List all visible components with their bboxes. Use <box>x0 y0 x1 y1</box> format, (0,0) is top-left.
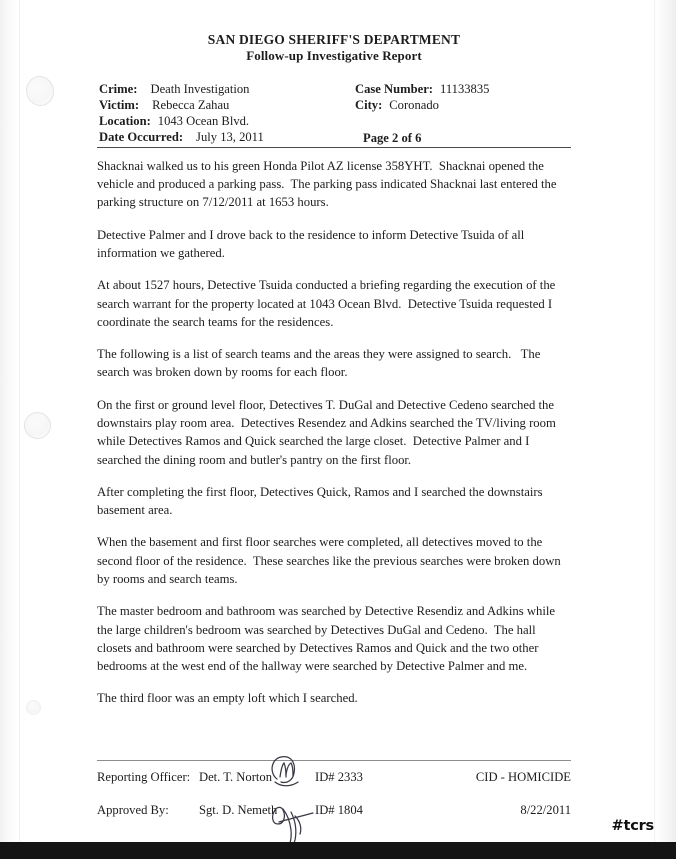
field-crime-value: Death Investigation <box>150 81 250 96</box>
approved-by-row <box>97 797 571 830</box>
scan-smudge-artifact <box>26 700 41 715</box>
report-narrative <box>97 148 571 708</box>
field-location-value: 1043 Ocean Blvd. <box>157 113 250 128</box>
case-header-fields <box>97 82 571 146</box>
watermark-label: #tcrs <box>611 818 654 834</box>
approved-by-id: ID# 1804 <box>315 803 363 817</box>
field-crime <box>99 82 249 97</box>
report-title: Follow-up Investigative Report <box>246 48 422 64</box>
field-case-number <box>355 82 489 97</box>
agency-name: SAN DIEGO SHERIFF'S DEPARTMENT <box>207 32 461 47</box>
field-location-label: Location: <box>99 113 151 128</box>
document-masthead <box>97 0 571 65</box>
reporting-officer-row <box>97 761 571 797</box>
field-date-occurred-label: Date Occurred: <box>99 129 184 144</box>
field-case-number-label: Case Number: <box>355 81 433 96</box>
narrative-paragraph: The third floor was an empty loft which I searched. <box>97 691 358 706</box>
page-left-edge-shadow <box>0 0 20 842</box>
field-city-label: City: <box>355 97 383 112</box>
reporting-officer-label: Reporting Officer: <box>97 770 191 784</box>
hole-punch-artifact <box>23 73 57 108</box>
page-indicator: Page 2 of 6 <box>363 130 422 145</box>
field-city-value: Coronado <box>389 97 439 112</box>
narrative-paragraph: Shacknai walked us to his green Honda Pilot AZ license 358YHT. Shacknai opened the vehicle and produced a parking pass. The parking pass indicated Shacknai last entered the parking structure on 7/12/2011 at 1653 hours. <box>97 158 560 210</box>
narrative-paragraph: After completing the first floor, Detectives Quick, Ramos and I searched the downstairs basement area. <box>97 484 546 518</box>
signature-footer-block <box>97 760 571 830</box>
document-content-column <box>97 0 571 708</box>
reporting-officer-id: ID# 2333 <box>315 770 363 784</box>
approval-date: 8/22/2011 <box>520 803 571 817</box>
field-case-number-value: 11133835 <box>440 81 490 96</box>
field-date-occurred-value: July 13, 2011 <box>196 129 264 144</box>
field-victim-value: Rebecca Zahau <box>152 97 230 112</box>
narrative-paragraph: Detective Palmer and I drove back to the residence to inform Detective Tsuida of all information we gathered. <box>97 227 528 261</box>
field-victim-label: Victim: <box>99 97 140 112</box>
hole-punch-artifact <box>24 412 51 439</box>
field-crime-label: Crime: <box>99 81 138 96</box>
narrative-paragraph: When the basement and first floor searches were completed, all detectives moved to the second floor of the residence. These searches like the previous searches were broken down by rooms and search teams. <box>97 535 564 586</box>
narrative-paragraph: On the first or ground level floor, Detectives T. DuGal and Detective Cedeno searched the downstairs play room area. Detectives Resendez and Adkins searched the TV/living room while Detectives Ramos and Quick searched the large closet. Detective Palmer and I searched the dining room and butler's pantry on the first floor. <box>97 397 560 467</box>
narrative-paragraph: At about 1527 hours, Detective Tsuida conducted a briefing regarding the execution of the search warrant for the property located at 1043 Ocean Blvd. Detective Tsuida requested I coordinate the search teams for the residences. <box>97 278 559 329</box>
field-victim <box>99 98 229 113</box>
investigative-unit: CID - HOMICIDE <box>475 770 571 784</box>
reporting-officer-name: Det. T. Norton <box>199 770 272 784</box>
page-right-edge-shadow <box>654 0 676 842</box>
narrative-paragraph: The following is a list of search teams and the areas they were assigned to search. The search was broken down by rooms for each floor. <box>97 347 544 380</box>
approved-by-name: Sgt. D. Nemeth <box>199 803 278 817</box>
approved-by-label: Approved By: <box>97 803 169 817</box>
field-location <box>99 114 249 129</box>
screenshot-bottom-bar <box>0 842 676 859</box>
narrative-paragraph: The master bedroom and bathroom was searched by Detective Resendiz and Adkins while the large children's bedroom was searched by Detectives DuGal and Cedeno. The hall closets and bathroom were searched by Detectives Ramos and Quick and the two other bedrooms at the west end of the hallway were searched by Detective Palmer and me. <box>97 604 559 674</box>
field-city <box>355 98 439 113</box>
field-date-occurred <box>99 130 264 145</box>
